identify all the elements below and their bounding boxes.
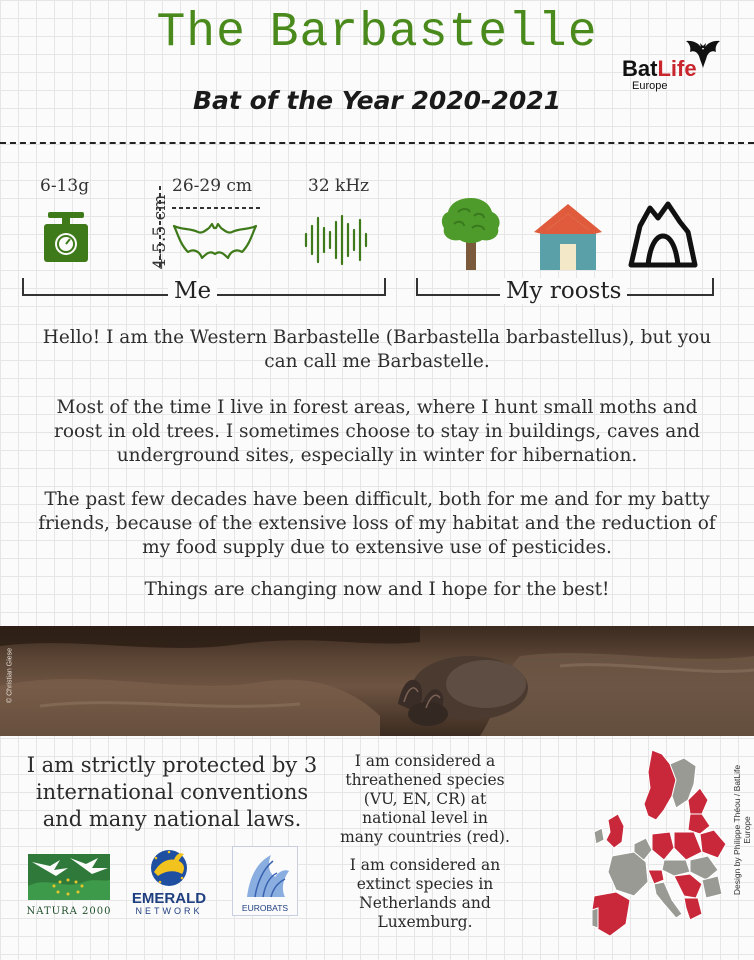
house-icon (532, 200, 604, 272)
batlife-europe-logo (618, 38, 728, 98)
page-subtitle: Bat of the Year 2020-2021 (192, 86, 562, 115)
wingspan-value: 26-29 cm (172, 176, 253, 196)
extinct-text: I am considered an extinct species in Netherlands and Luxemburg. (349, 856, 501, 931)
design-credit: Design by Philippe Théou / BatLife Europe (732, 764, 752, 896)
eurobats-logo (232, 846, 298, 916)
natura-birds-icon (24, 846, 114, 904)
logo-subtext: Europe (632, 80, 668, 92)
emerald-network-logo (126, 848, 212, 918)
network-label: NETWORK (135, 906, 203, 916)
header-divider (0, 142, 754, 144)
roosts-label: My roosts (500, 278, 627, 304)
page-title: The Barbastelle (156, 6, 598, 60)
eurobats-wing-icon (241, 851, 291, 901)
logo-wordmark: BatLife (622, 56, 697, 81)
natura-label: NATURA 2000 (26, 906, 112, 917)
photo-credit: © Christian Giese (6, 648, 14, 703)
cave-icon (628, 200, 698, 268)
body-length-line (158, 186, 162, 268)
hope-paragraph: Things are changing now and I hope for the best! (144, 579, 610, 600)
bat-photo (0, 626, 754, 736)
threatened-text: I am considered a threathened species (VU, EN, CR) at national level in many countries (red). (340, 752, 510, 846)
weight-value: 6-13g (40, 176, 90, 196)
europe-threat-map (590, 748, 730, 948)
wingspan-line (172, 206, 262, 210)
habitat-paragraph: Most of the time I live in forest areas, where I hunt small moths and roost in old trees. I sometimes choose to stay in buildings, caves and underground sites, especially in winter for hibernation. (53, 397, 701, 466)
bat-icon (172, 220, 258, 262)
emerald-emblem-icon (146, 848, 192, 888)
scale-icon (42, 210, 90, 264)
decline-paragraph: The past few decades have been difficult, both for me and for my batty friends, because of the extensive loss of my habitat and the reduction of my food supply due to extensive use of pesticides. (38, 489, 716, 558)
frequency-value: 32 kHz (308, 176, 370, 196)
natura-2000-logo (24, 846, 114, 918)
emerald-label: EMERALD (131, 890, 207, 907)
me-label: Me (168, 278, 217, 304)
protection-text: I am strictly protected by 3 international conventions and many national laws. (26, 753, 318, 831)
tree-icon (440, 196, 502, 272)
soundwave-icon (302, 214, 372, 266)
intro-paragraph: Hello! I am the Western Barbastelle (Barbastella barbastellus), but you can call me Barbastelle. (42, 327, 712, 372)
eurobats-label: EUROBATS (241, 903, 289, 913)
body-length-value: 4-5.5 cm (150, 194, 170, 270)
